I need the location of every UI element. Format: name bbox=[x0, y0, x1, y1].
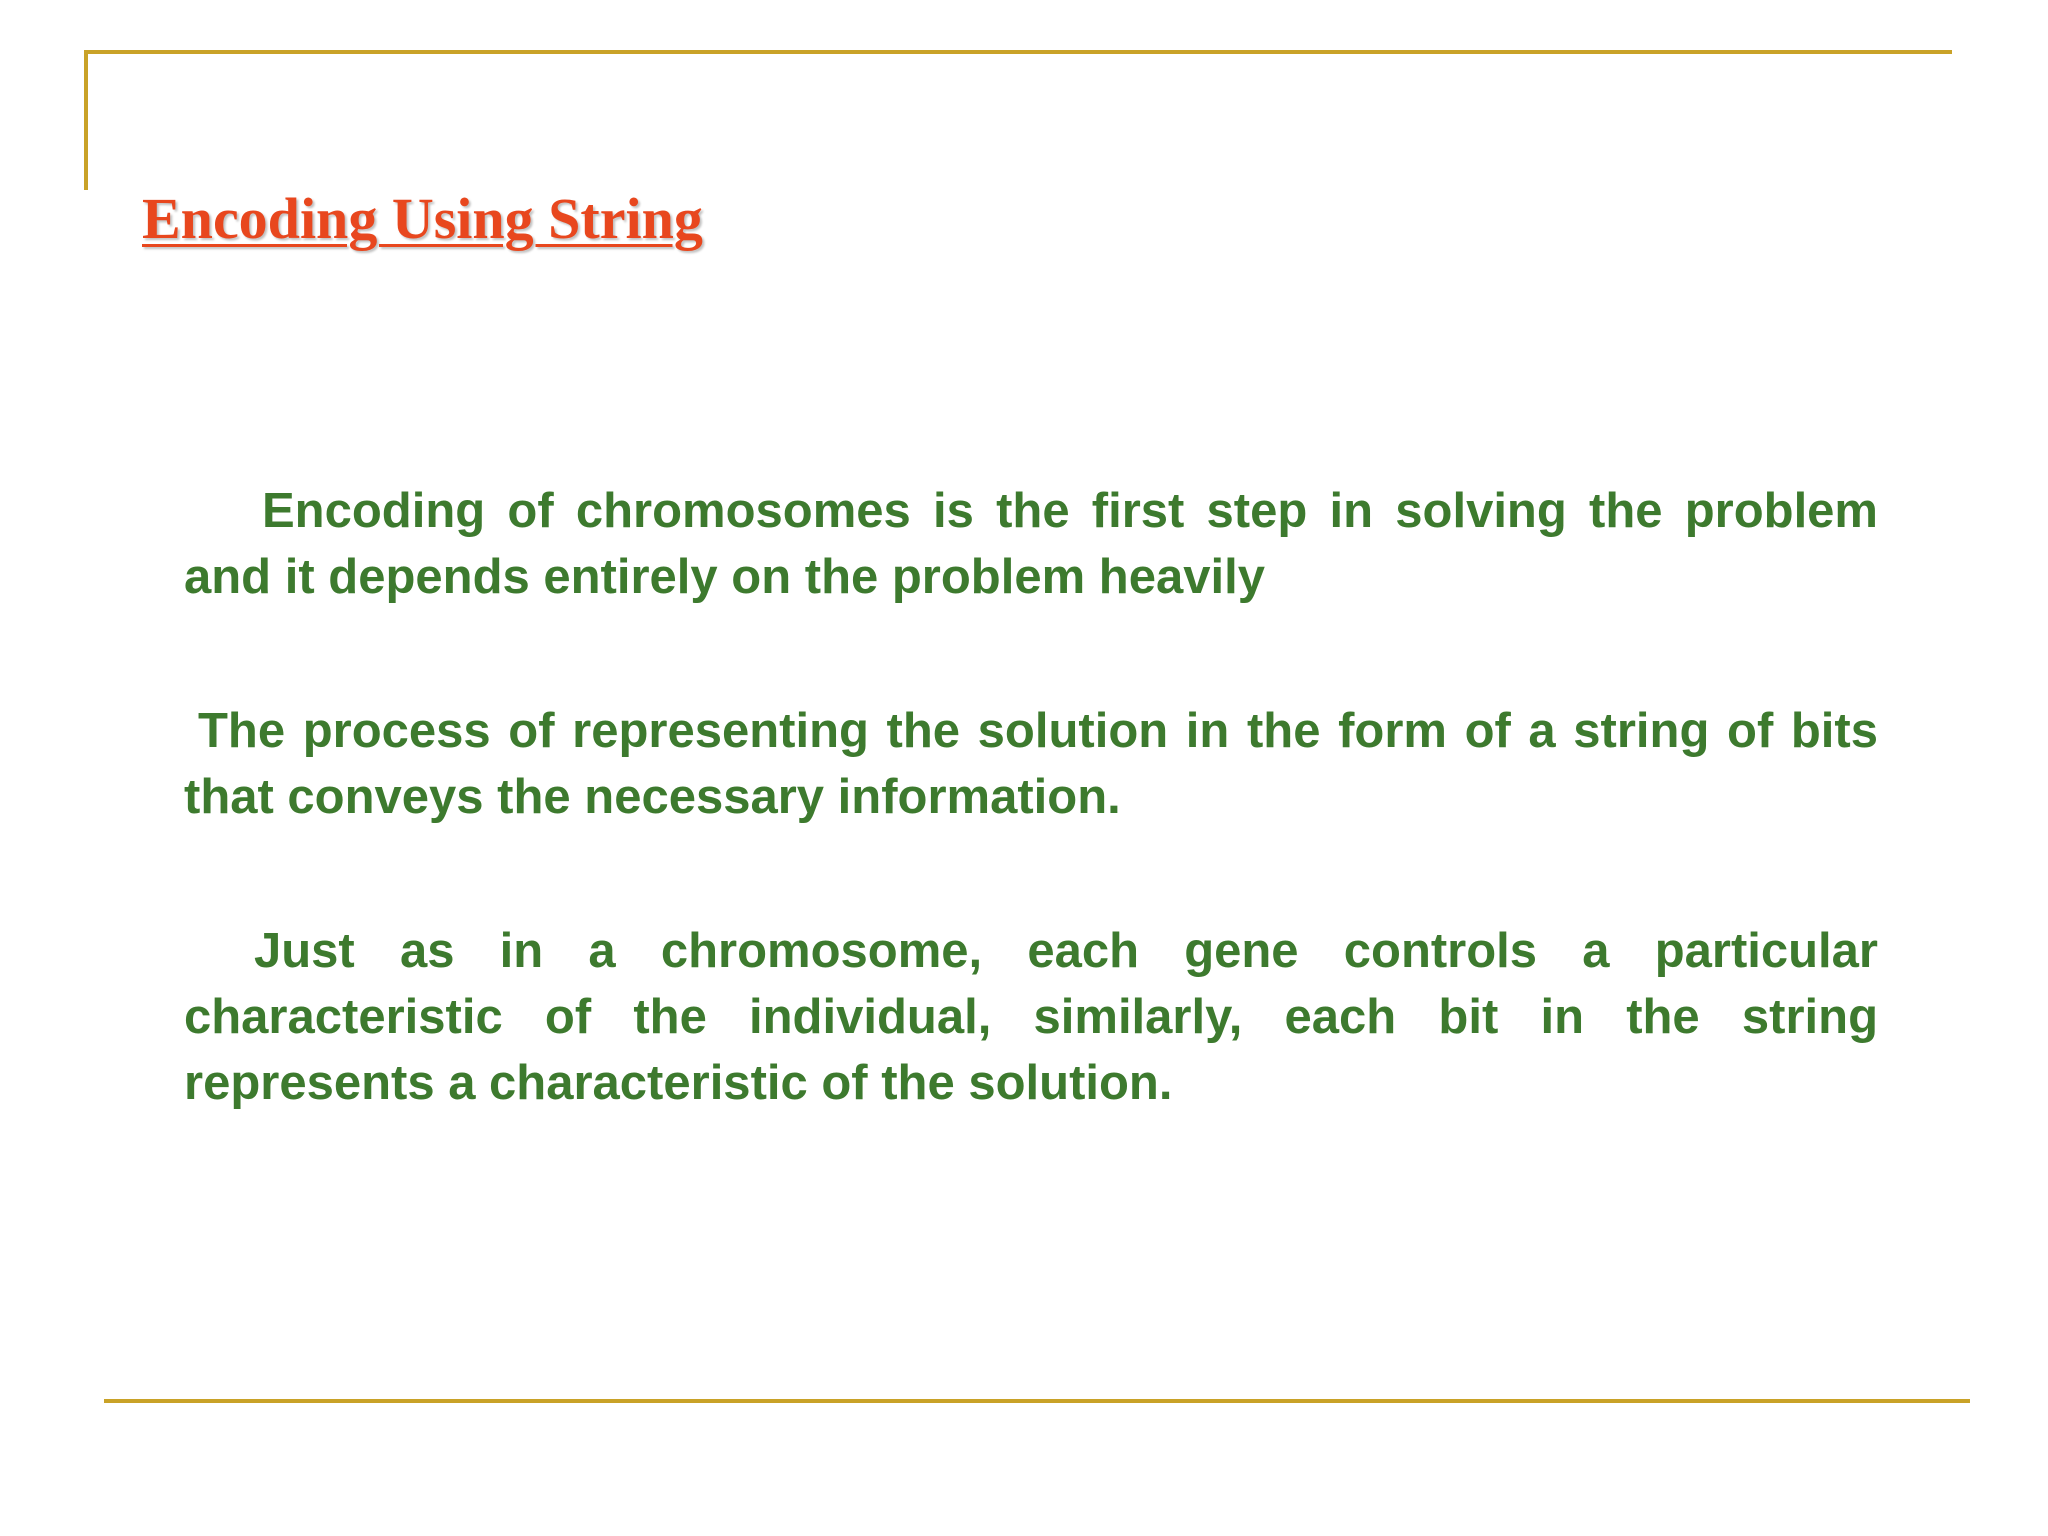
slide-title: Encoding Using String bbox=[142, 186, 703, 251]
top-rule-divider bbox=[84, 50, 1952, 54]
paragraph-encoding-first-step: Encoding of chromosomes is the first step in solving the problem and it depends entirely on the problem heavily bbox=[184, 484, 1878, 604]
paragraph-gene-analogy: Just as in a chromosome, each gene controls a particular characteristic of the individual, similarly, each bit in the string represents a characteristic of the solution. bbox=[184, 924, 1878, 1110]
bottom-rule-divider bbox=[104, 1399, 1970, 1403]
left-rule-divider bbox=[84, 50, 88, 190]
slide-body bbox=[184, 478, 1878, 1116]
paragraph-representing-solution: The process of representing the solution in the form of a string of bits that conveys the necessary information. bbox=[184, 704, 1878, 824]
